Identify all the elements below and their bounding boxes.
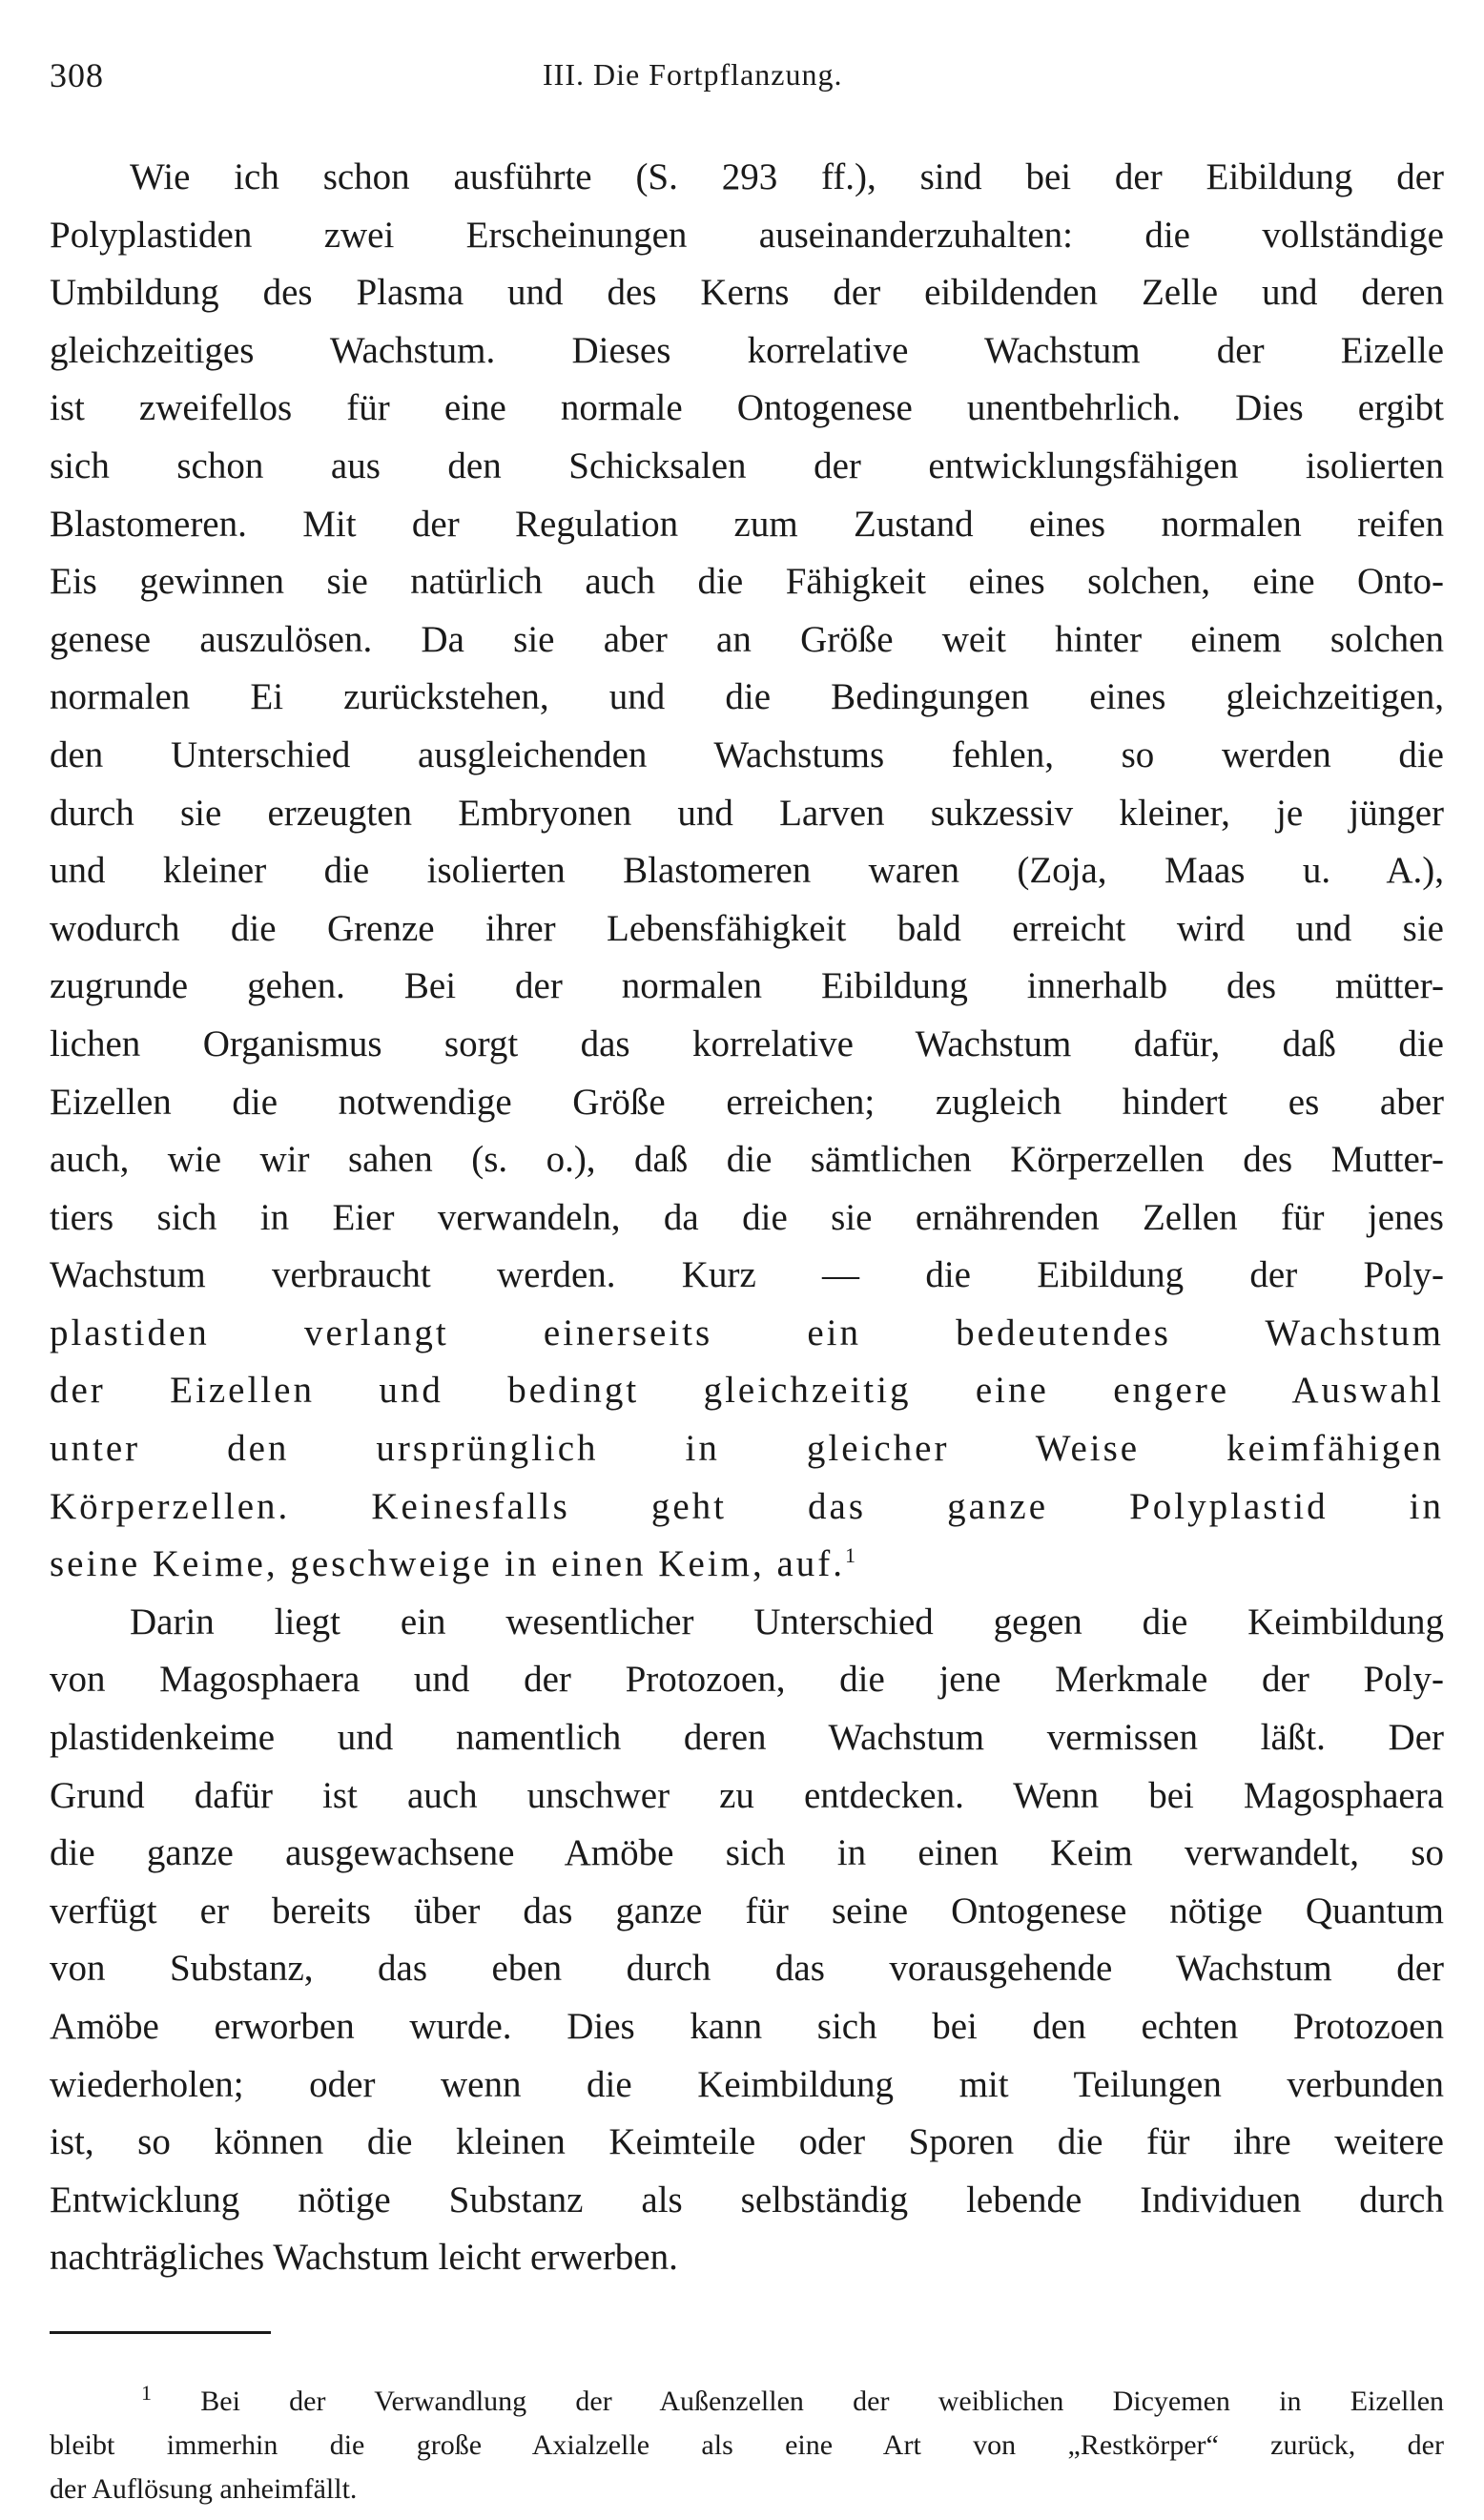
footnote-line <box>50 2380 1444 2424</box>
book-page <box>50 46 1444 2511</box>
text-line: verfügt er bereits über das ganze für seine Ontogenese nötige Quantum <box>50 1890 1444 1931</box>
paragraph-2 <box>50 1594 1444 2287</box>
text-line: Körperzellen. Keinesfalls geht das ganze Polyplastid in <box>50 1485 1444 1527</box>
text-line: Polyplastiden zwei Erscheinungen auseinanderzuhalten: die vollständige <box>50 214 1444 256</box>
text-line: lichen Organismus sorgt das korrelative Wachstum dafür, daß die <box>50 1022 1444 1064</box>
text-line: plastiden verlangt einerseits ein bedeutendes Wachstum <box>50 1312 1444 1353</box>
text-line: wodurch die Grenze ihrer Lebensfähigkeit bald erreicht wird und sie <box>50 907 1444 949</box>
text-line-content: seine Keime, geschweige in einen Keim, auf. <box>50 1543 845 1585</box>
text-line: ist zweifellos für eine normale Ontogenese unentbehrlich. Dies ergibt <box>50 387 1444 429</box>
text-line: von Magosphaera und der Protozoen, die jene Merkmale der Poly- <box>50 1659 1444 1701</box>
text-line: Eizellen die notwendige Größe erreichen; zugleich hindert es aber <box>50 1081 1444 1123</box>
running-header <box>50 46 1444 103</box>
chapter-title: III. Die Fortpflanzung. <box>543 57 843 92</box>
text-line: Eis gewinnen sie natürlich auch die Fähigkeit eines solchen, eine Onto- <box>50 561 1444 603</box>
text-line: nachträgliches Wachstum leicht erwerben. <box>50 2237 678 2279</box>
text-line: zugrunde gehen. Bei der normalen Eibildung innerhalb des mütter- <box>50 965 1444 1007</box>
text-line: normalen Ei zurückstehen, und die Bedingungen eines gleichzeitigen, <box>50 676 1444 718</box>
text-line: Entwicklung nötige Substanz als selbständig lebende Individuen durch <box>50 2179 1444 2220</box>
text-line: Wachstum verbraucht werden. Kurz — die Eibildung der Poly- <box>50 1254 1444 1296</box>
paragraph-1 <box>50 149 1444 1594</box>
text-line: Umbildung des Plasma und des Kerns der eibildenden Zelle und deren <box>50 272 1444 314</box>
footnote-text: Bei der Verwandlung der Außenzellen der weiblichen Dicyemen in Eizellen <box>200 2385 1445 2417</box>
text-line: die ganze ausgewachsene Amöbe sich in einen Keim verwandelt, so <box>50 1832 1444 1874</box>
text-line: Blastomeren. Mit der Regulation zum Zustand eines normalen reifen <box>50 503 1444 545</box>
text-line: den Unterschied ausgleichenden Wachstums fehlen, so werden die <box>50 733 1444 775</box>
text-line: Grund dafür ist auch unschwer zu entdecken. Wenn bei Magosphaera <box>50 1774 1444 1816</box>
text-line: ist, so können die kleinen Keimteile oder Sporen die für ihre weitere <box>50 2121 1444 2163</box>
text-line: auch, wie wir sahen (s. o.), daß die sämtlichen Körperzellen des Mutter- <box>50 1139 1444 1181</box>
text-line: wiederholen; oder wenn die Keimbildung mit Teilungen verbunden <box>50 2063 1444 2105</box>
text-line: Darin liegt ein wesentlicher Unterschied gegen die Keimbildung <box>130 1601 1444 1642</box>
text-line: plastidenkeime und namentlich deren Wachstum vermissen läßt. Der <box>50 1717 1444 1759</box>
text-line: Wie ich schon ausführte (S. 293 ff.), sind bei der Eibildung der <box>130 156 1444 197</box>
text-line: unter den ursprünglich in gleicher Weise keimfähigen <box>50 1428 1444 1470</box>
footnote-line: der Auflösung anheimfällt. <box>50 2472 358 2505</box>
footnote-marker: 1 <box>141 2380 152 2405</box>
text-line: der Eizellen und bedingt gleichzeitig eine engere Auswahl <box>50 1370 1444 1412</box>
body-text <box>50 149 1444 2287</box>
text-line-last <box>50 1536 1444 1594</box>
footnote-divider <box>50 2331 271 2334</box>
text-line: genese auszulösen. Da sie aber an Größe weit hinter einem solchen <box>50 618 1444 660</box>
text-line: und kleiner die isolierten Blastomeren waren (Zoja, Maas u. A.), <box>50 850 1444 892</box>
footnote <box>50 2380 1444 2511</box>
text-line: Amöbe erworben wurde. Dies kann sich bei den echten Protozoen <box>50 2006 1444 2047</box>
text-line: tiers sich in Eier verwandeln, da die sie ernährenden Zellen für jenes <box>50 1196 1444 1238</box>
footnote-line: bleibt immerhin die große Axialzelle als eine Art von „Restkörper“ zurück, der <box>50 2428 1444 2461</box>
text-line: von Substanz, das eben durch das vorausgehende Wachstum der <box>50 1948 1444 1990</box>
text-line: gleichzeitiges Wachstum. Dieses korrelative Wachstum der Eizelle <box>50 329 1444 371</box>
page-number: 308 <box>50 56 104 94</box>
text-line: sich schon aus den Schicksalen der entwicklungsfähigen isolierten <box>50 444 1444 486</box>
footnote-reference: 1 <box>845 1543 858 1568</box>
text-line: durch sie erzeugten Embryonen und Larven sukzessiv kleiner, je jünger <box>50 792 1444 834</box>
